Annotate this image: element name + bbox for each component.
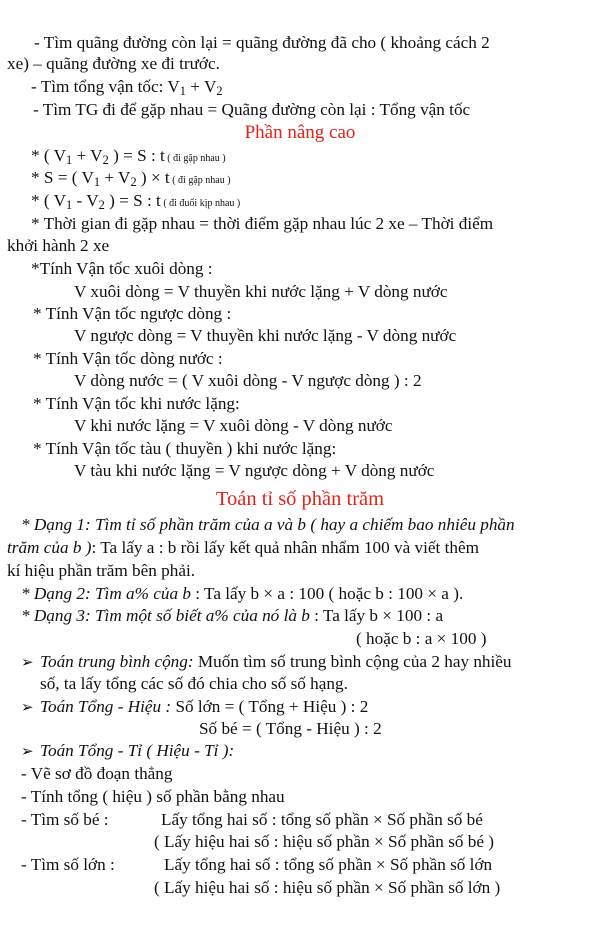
text-line: ( Lấy hiệu hai số : hiệu số phần × Số phần số bé ) — [154, 832, 495, 851]
text-line: * Tính Vận tốc dòng nước : — [33, 349, 223, 368]
text-line: * Dạng 1: Tìm tỉ số phần trăm của a và b ( hay a chiếm bao nhiêu phần — [21, 515, 515, 534]
text-line: * Dạng 2: Tìm a% của b : Ta lấy b × a : 100 ( hoặc b : 100 × a ). — [21, 584, 464, 603]
text-line: * Tính Vận tốc tàu ( thuyền ) khi nước lặng: — [33, 439, 337, 458]
text-line: *Tính Vận tốc xuôi dòng : — [31, 259, 213, 278]
text-line: V khi nước lặng = V xuôi dòng - V dòng nước — [74, 416, 393, 435]
bullet-line: ➢ Toán Tổng - Tỉ ( Hiệu - Tỉ ): — [21, 741, 235, 760]
text-line: số, ta lấy tổng các số đó chia cho số số hạng. — [40, 674, 348, 693]
text-line: - Tìm tổng vận tốc: $V_1 + V_2$ — [31, 77, 223, 99]
text-line: ( Lấy hiệu hai số : hiệu số phần × Số phần số lớn ) — [154, 878, 501, 897]
text-line: - Vẽ sơ đồ đoạn thẳng — [21, 764, 173, 783]
arrow-bullet-icon: ➢ — [21, 744, 34, 760]
text-line: * Tính Vận tốc ngược dòng : — [33, 304, 232, 323]
text-line: * Thời gian đi gặp nhau = thời điểm gặp nhau lúc 2 xe – Thời điểm — [31, 214, 494, 233]
text-line: xe) – quãng đường xe đi trước. — [7, 54, 220, 73]
formula-line: * ( $V_1 + V_2$ ) = S : t ( đi gặp nhau ) — [31, 146, 226, 168]
text-line: V tàu khi nước lặng = V ngược dòng + V dòng nước — [74, 461, 435, 480]
text-line: kí hiệu phần trăm bên phải. — [7, 561, 196, 580]
text-line: ( hoặc b : a × 100 ) — [356, 629, 487, 648]
text-line: Số bé = ( Tổng - Hiệu ) : 2 — [199, 719, 382, 738]
formula-line: * S = ( $V_1 + V_2$ ) × t ( đi gặp nhau ) — [31, 168, 231, 190]
text-line: - Tìm số lớn : — [21, 855, 115, 874]
arrow-bullet-icon: ➢ — [21, 655, 34, 671]
text-line: V xuôi dòng = V thuyền khi nước lặng + V dòng nước — [74, 282, 448, 301]
text-line: - Tìm quãng đường còn lại = quãng đường đã cho ( khoảng cách 2 — [34, 33, 490, 52]
heading-advanced: Phần nâng cao — [244, 122, 356, 143]
bullet-line: ➢ Toán Tổng - Hiệu : Số lớn = ( Tổng + Hiệu ) : 2 — [21, 697, 369, 716]
text-line: khởi hành 2 xe — [7, 236, 110, 255]
text-line: - Tìm TG đi để gặp nhau = Quãng đường còn lại : Tổng vận tốc — [33, 100, 471, 119]
arrow-bullet-icon: ➢ — [21, 700, 34, 716]
text-line: * Tính Vận tốc khi nước lặng: — [33, 394, 240, 413]
heading-percent: Toán tỉ số phần trăm — [215, 488, 385, 510]
bullet-line: ➢ Toán trung bình cộng: Muốn tìm số trung bình cộng của 2 hay nhiều — [21, 652, 512, 671]
text-line: * Dạng 3: Tìm một số biết a% của nó là b : Ta lấy b × 100 : a — [21, 606, 444, 625]
text-line: V dòng nước = ( V xuôi dòng - V ngược dòng ) : 2 — [74, 371, 422, 390]
formula-line: * ( $V_1 - V_2$ ) = S : t ( đi đuổi kịp nhau ) — [31, 191, 241, 213]
text-line: Lấy tổng hai số : tổng số phần × Số phần số bé — [161, 810, 483, 829]
text-line: V ngược dòng = V thuyền khi nước lặng - V dòng nước — [74, 326, 457, 345]
text-line: - Tính tổng ( hiệu ) số phần bằng nhau — [21, 787, 285, 806]
text-line: - Tìm số bé : — [21, 810, 109, 829]
text-line: trăm của b ): Ta lấy a : b rồi lấy kết quả nhân nhẩm 100 và viết thêm — [7, 538, 479, 557]
text-line: Lấy tổng hai số : tổng số phần × Số phần số lớn — [164, 855, 493, 874]
